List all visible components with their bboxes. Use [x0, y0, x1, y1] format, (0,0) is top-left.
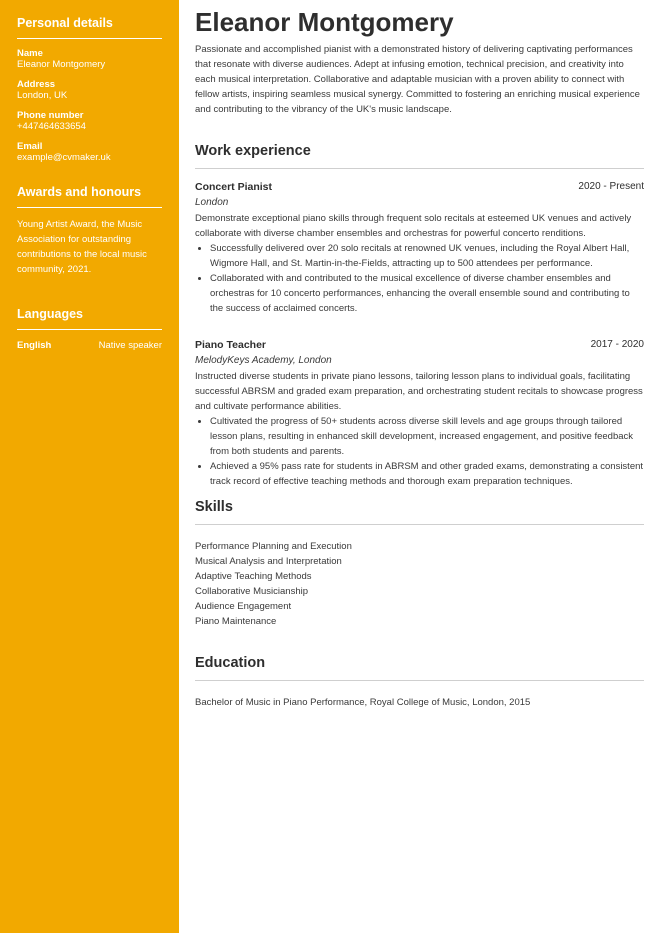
education-entry: Bachelor of Music in Piano Performance, Royal College of Music, London, 2015: [195, 697, 531, 708]
field-label: Name: [17, 48, 43, 59]
list-item: • Cultivated the progress of 50+ students across diverse skill levels and age groups through tailored lesson plans, resulting in enhanced skill development, increased engagement, and positive feedback from both students and parents.: [210, 414, 644, 459]
email-link[interactable]: example@cvmaker.uk: [17, 152, 111, 163]
sidebar: [0, 0, 179, 933]
list-item: • Achieved a 95% pass rate for students in ABRSM and other graded exams, demonstrating a consistent track record of effective teaching methods and thorough exam preparation techniques.: [210, 459, 644, 489]
skill-item: Collaborative Musicianship: [195, 586, 308, 597]
field-label: Phone number: [17, 110, 84, 121]
languages-heading: Languages: [17, 307, 162, 330]
skill-item: Piano Maintenance: [195, 616, 277, 627]
personal-details: [17, 48, 162, 163]
awards-heading: Awards and honours: [17, 185, 162, 208]
skills-heading: Skills: [195, 499, 644, 525]
skill-item: Adaptive Teaching Methods: [195, 571, 312, 582]
education-heading: Education: [195, 655, 644, 681]
field-label: Address: [17, 79, 56, 90]
job-title: Concert Pianist: [195, 181, 273, 193]
skill-item: Audience Engagement: [195, 601, 292, 612]
job-bullets: [195, 241, 644, 316]
job-bullets: [195, 414, 644, 489]
email-field: [17, 141, 162, 163]
name-field: [17, 48, 162, 70]
skill-item: Musical Analysis and Interpretation: [195, 556, 342, 567]
job-description: Demonstrate exceptional piano skills through frequent solo recitals at esteemed UK venues and actively collaborate with diverse chamber ensembles and orchestras for powerful concerto renditions.: [195, 213, 632, 239]
profile-summary: Passionate and accomplished pianist with a demonstrated history of delivering captivating performances that resonate with diverse audiences. Adept at infusing emotion, technical precision, and creativity into each musical interpretation. Collaborative and adaptable musician with a proven ability to connect with fellow artists, inspiring seamless musical synergy. Committed to fostering an enriching musical experience and contributing to the vibrancy of the UK's music landscape.: [195, 44, 640, 115]
awards-text: Young Artist Award, the Music Association for outstanding contributions to the local music community, 2021.: [17, 219, 147, 275]
address-field: [17, 79, 162, 101]
personal-details-heading: Personal details: [17, 0, 162, 39]
work-experience-heading: Work experience: [195, 143, 644, 169]
job-header: [195, 339, 644, 351]
field-value: London, UK: [17, 90, 68, 101]
job-header: [195, 181, 644, 193]
candidate-name: Eleanor Montgomery: [195, 7, 454, 37]
job-entry: [195, 339, 644, 489]
skill-item: Performance Planning and Execution: [195, 541, 352, 552]
language-name: English: [17, 340, 52, 351]
field-label: Email: [17, 141, 43, 152]
job-location: London: [195, 197, 229, 208]
main-content: [195, 0, 644, 710]
job-title: Piano Teacher: [195, 339, 266, 351]
field-value: Eleanor Montgomery: [17, 59, 106, 70]
job-location: MelodyKeys Academy, London: [195, 355, 332, 366]
field-value: +447464633654: [17, 121, 86, 132]
job-description: Instructed diverse students in private piano lessons, tailoring lesson plans to individual goals, facilitating successful ABRSM and graded exam preparation, and orchestrating student recitals to showcase progress and cultivate performance abilities.: [195, 371, 643, 412]
language-level: Native speaker: [98, 340, 162, 351]
job-entry: [195, 181, 644, 316]
language-row: [17, 340, 162, 351]
job-dates: 2020 - Present: [578, 181, 644, 192]
job-dates: 2017 - 2020: [590, 339, 644, 350]
list-item: • Successfully delivered over 20 solo recitals at renowned UK venues, including the Royal Albert Hall, Wigmore Hall, and St. Martin-in-the-Fields, attracting up to 500 attendees per performance.: [210, 241, 644, 271]
skills-list: [195, 539, 644, 629]
phone-field: [17, 110, 162, 132]
list-item: • Collaborated with and contributed to the musical excellence of diverse chamber ensembles and orchestras for 10 concerto performances, enhancing the overall ensemble sound and contributing to the success of acclaimed concerts.: [210, 271, 644, 316]
